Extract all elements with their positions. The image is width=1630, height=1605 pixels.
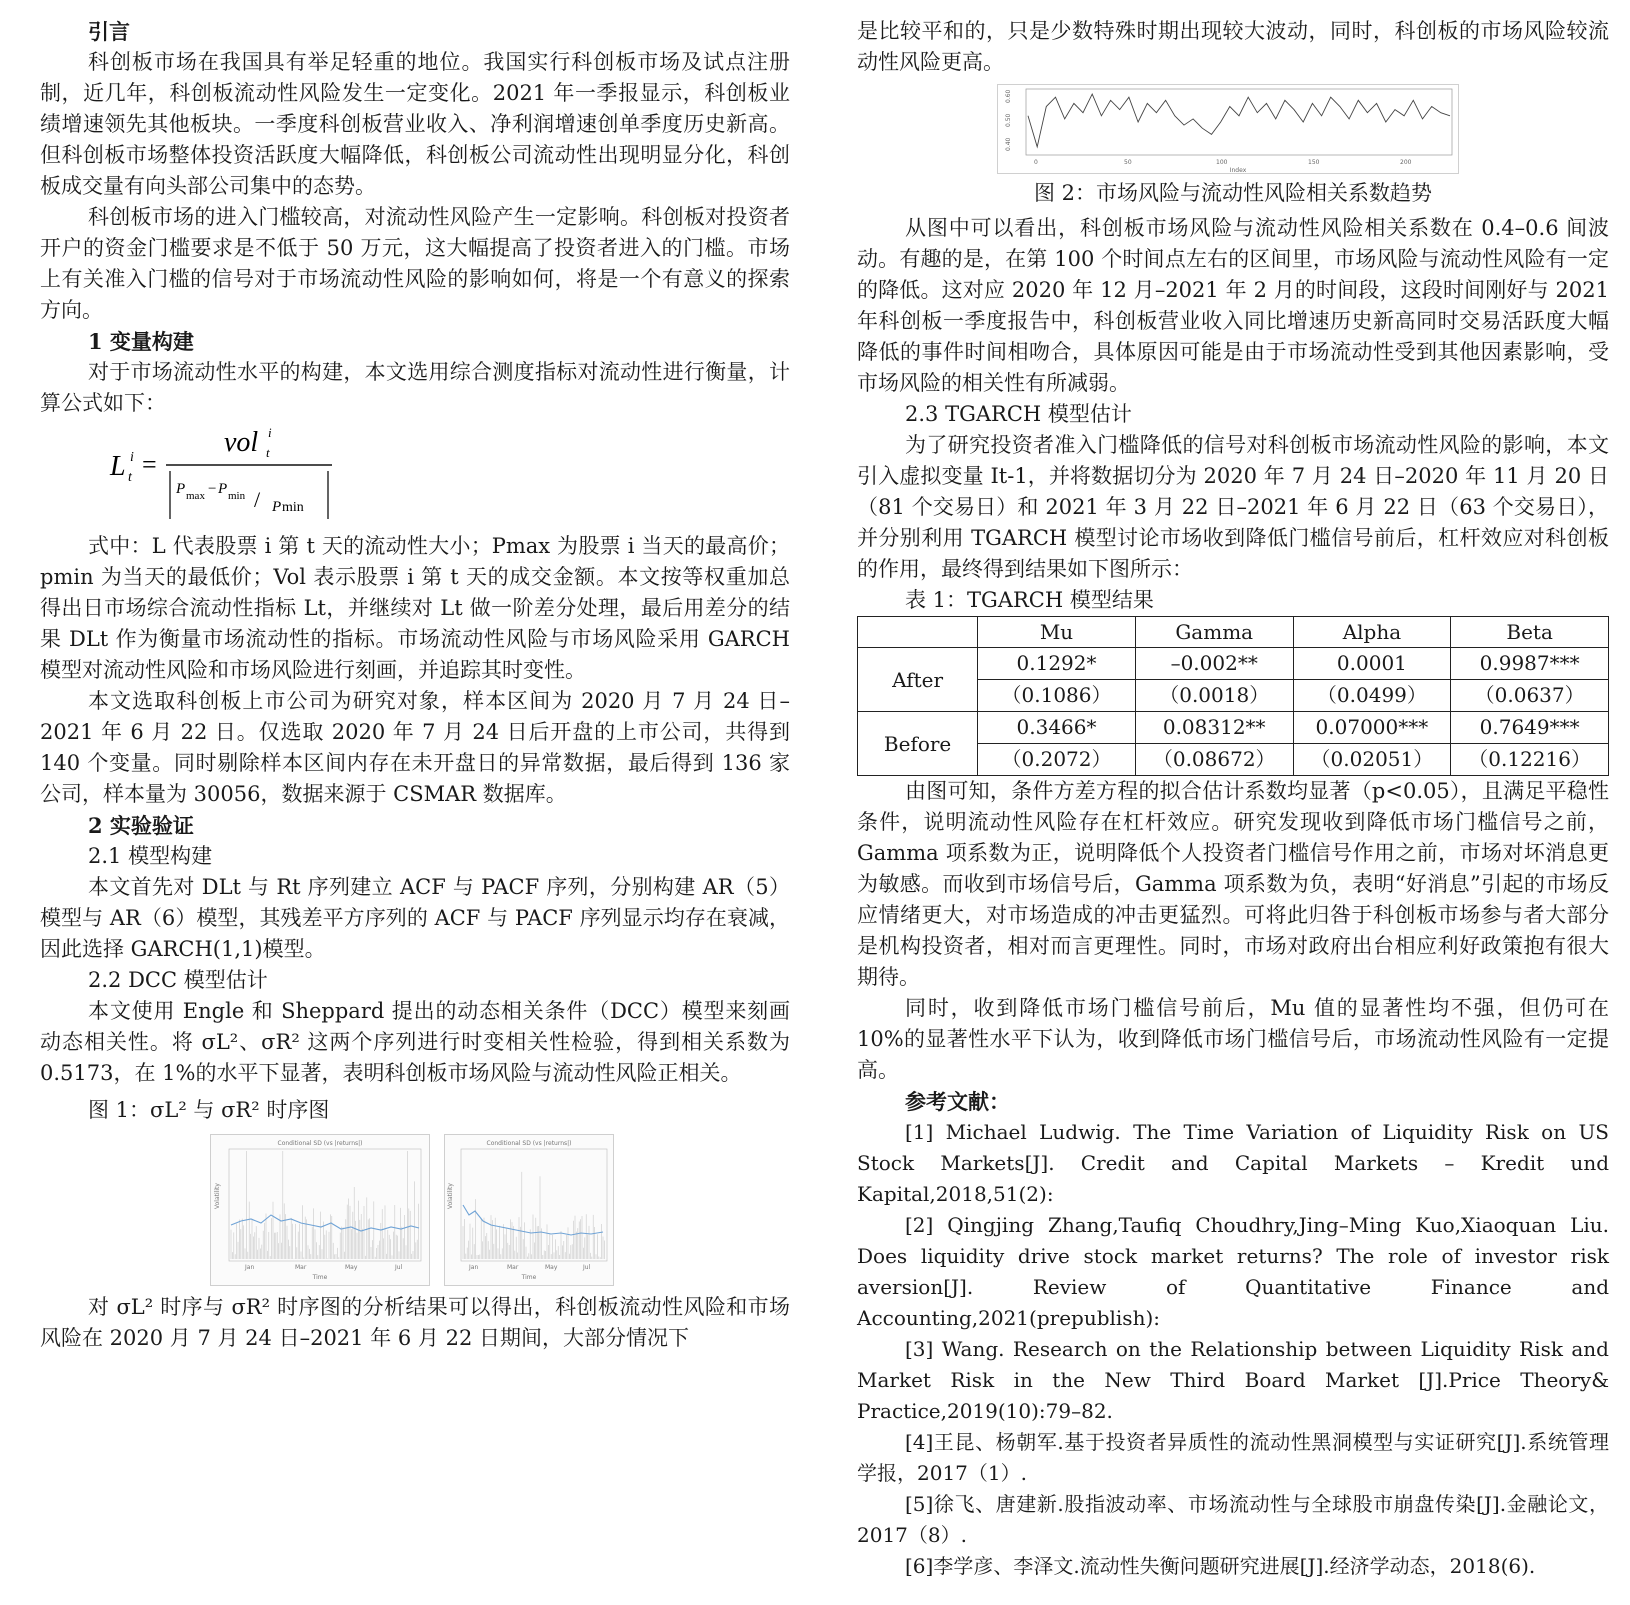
left-column <box>40 16 790 1354</box>
section-1-paragraph-3: 本文选取科创板上市公司为研究对象，样本区间为 2020 月 7 月 24 日–2021 年 6 月 22 日。仅选取 2020 年 7 月 24 日后开盘的上市公司，共得到 140 个变量。同时剔除样本区间内存在未开盘日的异常数据，最后得到 136 家公司，样本量为 30056，数据来源于 CSMAR 数据库。 <box>40 689 790 806</box>
before-mu-se: （0.2072） <box>978 744 1136 776</box>
table-header-empty <box>858 617 978 648</box>
section-2-1-paragraph: 本文首先对 DLt 与 Rt 序列建立 ACF 与 PACF 序列，分别构建 AR（5）模型与 AR（6）模型，其残差平方序列的 ACF 与 PACF 序列显示均存在衰减，因此选择 GARCH(1,1)模型。 <box>40 875 790 961</box>
formula-numerator: vol <box>224 427 259 458</box>
after-alpha-est: 0.0001 <box>1293 648 1451 680</box>
fig2-ytick-3: 0.60 <box>1005 89 1012 103</box>
table-1-caption: 表 1：TGARCH 模型结果 <box>905 588 1154 612</box>
fig1-left-xtick-2: Mar <box>295 1264 307 1271</box>
section-2-1-heading: 2.1 模型构建 <box>88 844 213 868</box>
section-1-paragraph-1: 对于市场流动性水平的构建，本文选用综合测度指标对流动性进行衡量，计算公式如下： <box>40 360 790 415</box>
section-2-2-paragraph: 本文使用 Engle 和 Sheppard 提出的动态相关条件（DCC）模型来刻画动态相关性。将 σL²、σR² 这两个序列进行时变相关性检验，得到相关系数为 0.5173，在 1%的水平下显著，表明科创板市场风险与流动性风险正相关。 <box>40 999 790 1085</box>
intro-heading: 引言 <box>88 19 130 44</box>
right-column <box>857 16 1609 1582</box>
after-beta-se: （0.0637） <box>1451 680 1609 712</box>
section-1-heading: 1 变量构建 <box>88 329 194 354</box>
figure-2-svg <box>998 85 1458 173</box>
fig1-left-xlabel: Time <box>312 1274 328 1281</box>
fig2-xtick-3: 100 <box>1216 159 1228 166</box>
fig1-right-xtick-3: May <box>545 1264 558 1271</box>
formula-den-slash: / <box>254 487 261 512</box>
formula-num-sup: i <box>268 425 272 440</box>
reference-5: [5]徐飞、唐建新.股指波动率、市场流动性与全球股市崩盘传染[J].金融论文，2017（8）. <box>857 1492 1609 1547</box>
fig2-ytick-1: 0.40 <box>1005 137 1012 151</box>
after-mu-est: 0.1292* <box>978 648 1136 680</box>
after-beta-est: 0.9987*** <box>1451 648 1609 680</box>
after-alpha-se: （0.0499） <box>1293 680 1451 712</box>
reference-1: [1] Michael Ludwig. The Time Variation of Liquidity Risk on US Stock Markets[J]. Credit and Capital Markets – Kredit und Kapital,2018,51(2): <box>857 1120 1609 1206</box>
formula-num-sub: t <box>266 445 270 460</box>
section-1-paragraph-2: 式中：L 代表股票 i 第 t 天的流动性大小；Pmax 为股票 i 当天的最高价；pmin 为当天的最低价；Vol 表示股票 i 第 t 天的成交金额。本文按等权重加总得出日市场综合流动性指标 Lt，并继续对 Lt 做一阶差分处理，最后用差分的结果 DLt 作为衡量市场流动性的指标。市场流动性风险与市场风险采用 GARCH 模型对流动性风险和市场风险进行刻画，并追踪其时变性。 <box>40 534 790 682</box>
reference-6: [6]李学彦、李泽文.流动性失衡问题研究进展[J].经济学动态，2018(6). <box>905 1554 1536 1578</box>
fig2-xtick-1: 0 <box>1034 159 1038 166</box>
fig1-right-title: Conditional SD (vs |returns|) <box>486 1140 572 1147</box>
fig1-left-xtick-3: May <box>345 1264 358 1271</box>
fig1-left-returns <box>231 1151 419 1259</box>
table-analysis-1: 由图可知，条件方差方程的拟合估计系数均显著（p<0.05），且满足平稳性条件，说明流动性风险存在杠杆效应。研究发现收到降低市场门槛信号之前，Gamma 项系数为正，说明降低个人投资者门槛信号作用之前，市场对坏消息更为敏感。而收到市场信号后，Gamma 项系数为负，表明“好消息”引起的市场反应情绪更大，对市场造成的冲击更猛烈。可将此归咎于科创板市场参与者大部分是机构投资者，相对而言更理性。同时，市场对政府出台相应利好政策抱有很大期待。 <box>857 779 1609 989</box>
before-beta-est: 0.7649*** <box>1451 712 1609 744</box>
after-gamma-est: –0.002** <box>1135 648 1293 680</box>
table-header-mu: Mu <box>978 617 1136 648</box>
intro-paragraph-1: 科创板市场在我国具有举足轻重的地位。我国实行科创板市场及试点注册制，近几年，科创板流动性风险发生一定变化。2021 年一季报显示，科创板业绩增速领先其他板块。一季度科创板营业收入、净利润增速创单季度历史新高。但科创板市场整体投资活跃度大幅降低，科创板公司流动性出现明显分化，科创板成交量有向头部公司集中的态势。 <box>40 50 790 198</box>
liquidity-formula <box>104 423 790 523</box>
references-heading: 参考文献： <box>905 1089 1010 1114</box>
table-row <box>858 712 1609 744</box>
figure-1 <box>210 1134 790 1286</box>
formula-den-minus: − <box>208 481 217 497</box>
figure-1-left-svg <box>211 1135 429 1285</box>
figure-2-caption: 图 2：市场风险与流动性风险相关系数趋势 <box>1033 181 1433 205</box>
fig1-right-xtick-4: Jul <box>583 1264 591 1271</box>
reference-4: [4]王昆、杨朝军.基于投资者异质性的流动性黑洞模型与实证研究[J].系统管理学报，2017（1）. <box>857 1430 1609 1485</box>
fig2-xtick-2: 50 <box>1124 159 1132 166</box>
row-label-before: Before <box>858 712 978 776</box>
fig1-right-xlabel: Time <box>521 1274 537 1281</box>
formula-lhs-sub: t <box>128 470 132 485</box>
reference-3: [3] Wang. Research on the Relationship between Liquidity Risk and Market Risk in the New Third Board Market [J].Price Theory& Practice,2019(10):79–82. <box>857 1337 1609 1423</box>
formula-lhs-sup: i <box>130 450 134 465</box>
section-2-heading: 2 实验验证 <box>88 813 194 838</box>
fig1-left-sd-line <box>231 1215 419 1231</box>
fig2-xtick-5: 200 <box>1400 159 1412 166</box>
before-beta-se: （0.12216） <box>1451 744 1609 776</box>
figure-2-analysis: 从图中可以看出，科创板市场风险与流动性风险相关系数在 0.4–0.6 间波动。有趣的是，在第 100 个时间点左右的区间里，市场风险与流动性风险有一定的降低。这对应 2020 年 12 月–2021 年 2 月的时间段，这段时间刚好与 2021 年科创板一季度报告中，科创板营业收入同比增速历史新高同时交易活跃度大幅降低的事件时间相吻合，具体原因可能是由于市场流动性受到其他因素影响，受市场风险的相关性有所减弱。 <box>857 216 1609 395</box>
fig1-left-xtick-4: Jul <box>395 1264 403 1271</box>
table-analysis-2: 同时，收到降低市场门槛信号前后，Mu 值的显著性均不强，但仍可在 10%的显著性水平下认为，收到降低市场门槛信号后，市场流动性风险有一定提高。 <box>857 996 1609 1082</box>
fig1-right-xtick-2: Mar <box>507 1264 519 1271</box>
fig2-series-line <box>1028 94 1450 147</box>
continued-paragraph: 是比较平和的，只是少数特殊时期出现较大波动，同时，科创板的市场风险较流动性风险更高。 <box>857 19 1609 74</box>
fig2-xlabel: Index <box>1229 167 1247 173</box>
table-row <box>858 648 1609 680</box>
formula-den-p2: P <box>218 481 228 497</box>
formula-equals: = <box>142 450 157 479</box>
formula-den-max: max <box>186 490 205 502</box>
formula-svg <box>104 423 364 523</box>
fig1-left-xtick-1: Jan <box>245 1264 255 1271</box>
before-gamma-se: （0.08672） <box>1135 744 1293 776</box>
formula-lhs: L <box>110 451 126 482</box>
fig1-right-returns <box>463 1172 604 1259</box>
formula-den-min: min <box>228 490 246 502</box>
section-2-3-heading: 2.3 TGARCH 模型估计 <box>905 402 1132 426</box>
intro-paragraph-2: 科创板市场的进入门槛较高，对流动性风险产生一定影响。科创板对投资者开户的资金门槛要求是不低于 50 万元，这大幅提高了投资者进入的门槛。市场上有关准入门槛的信号对于市场流动性风险的影响如何，将是一个有意义的探索方向。 <box>40 205 790 322</box>
figure-1-caption: 图 1：σL² 与 σR² 时序图 <box>88 1098 330 1122</box>
section-2-3-paragraph: 为了研究投资者准入门槛降低的信号对科创板市场流动性风险的影响，本文引入虚拟变量 It-1，并将数据切分为 2020 年 7 月 24 日–2020 年 11 月 20 日（81 个交易日）和 2021 年 3 月 22 日–2021 年 6 月 22 日（63 个交易日），并分别利用 TGARCH 模型讨论市场收到降低门槛信号前后，杠杆效应对科创板的作用，最终得到结果如下图所示： <box>857 433 1609 581</box>
formula-den-p1: P <box>176 481 186 497</box>
fig1-left-title: Conditional SD (vs |returns|) <box>277 1140 363 1147</box>
figure-1-right-svg <box>445 1135 613 1285</box>
figure-1-left-panel <box>210 1134 430 1286</box>
formula-den-p3: P <box>272 499 282 515</box>
after-mu-se: （0.1086） <box>978 680 1136 712</box>
before-gamma-est: 0.08312** <box>1135 712 1293 744</box>
before-alpha-est: 0.07000*** <box>1293 712 1451 744</box>
table-header-alpha: Alpha <box>1293 617 1451 648</box>
fig1-right-xtick-1: Jan <box>469 1264 479 1271</box>
table-header-gamma: Gamma <box>1135 617 1293 648</box>
before-alpha-se: （0.02051） <box>1293 744 1451 776</box>
fig1-left-ylabel: Volatility <box>214 1183 221 1209</box>
row-label-after: After <box>858 648 978 712</box>
formula-den-min2: min <box>282 500 304 515</box>
before-mu-est: 0.3466* <box>978 712 1136 744</box>
figure-1-analysis: 对 σL² 时序与 σR² 时序图的分析结果可以得出，科创板流动性风险和市场风险在 2020 月 7 月 24 日–2021 年 6 月 22 日期间，大部分情况下 <box>40 1295 790 1350</box>
fig2-ytick-2: 0.50 <box>1005 113 1012 127</box>
figure-1-right-panel <box>444 1134 614 1286</box>
table-header-beta: Beta <box>1451 617 1609 648</box>
figure-2 <box>997 84 1459 174</box>
table-header-row <box>858 617 1609 648</box>
section-2-2-heading: 2.2 DCC 模型估计 <box>88 968 268 992</box>
after-gamma-se: （0.0018） <box>1135 680 1293 712</box>
fig1-right-ylabel: Volatility <box>447 1183 454 1209</box>
tgarch-results-table <box>857 616 1609 776</box>
fig2-xtick-4: 150 <box>1308 159 1320 166</box>
reference-2: [2] Qingjing Zhang,Taufiq Choudhry,Jing–Ming Kuo,Xiaoquan Liu. Does liquidity drive stock market returns? The role of investor risk aversion[J]. Review of Quantitative Finance and Accounting,2021(prepublish): <box>857 1213 1609 1330</box>
